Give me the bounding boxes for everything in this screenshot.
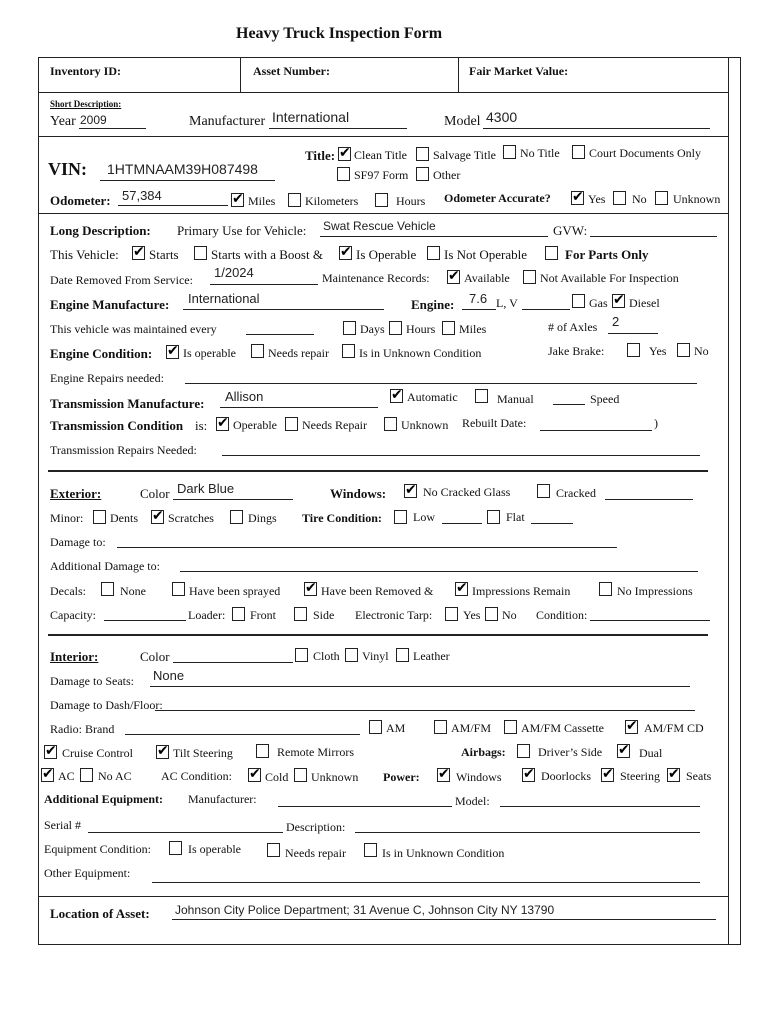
- cracked-checkbox[interactable]: [537, 484, 550, 498]
- electronic-tarp-label: Electronic Tarp:: [355, 608, 433, 622]
- exterior-color-label: Color: [140, 486, 170, 501]
- jake-brake-no-checkbox[interactable]: [677, 343, 690, 357]
- engine-unknown-checkbox[interactable]: [342, 344, 355, 358]
- equipment-needs-repair-label: Needs repair: [285, 846, 346, 860]
- transmission-unknown-label: Unknown: [401, 418, 449, 432]
- equipment-manufacturer-label: Manufacturer:: [188, 792, 257, 806]
- header-divider-2: [458, 57, 459, 92]
- equipment-description-label: Description:: [286, 820, 346, 834]
- tarp-no-label: No: [502, 608, 517, 622]
- radio-am-checkbox[interactable]: [369, 720, 382, 734]
- serial-label: Serial #: [44, 818, 81, 832]
- radio-brand-field[interactable]: [125, 734, 360, 735]
- court-documents-label: Court Documents Only: [589, 146, 701, 160]
- radio-cd-label: AM/FM CD: [644, 721, 704, 735]
- leather-label: Leather: [413, 649, 450, 663]
- asset-number-label: Asset Number:: [253, 64, 330, 78]
- location-value: Johnson City Police Department; 31 Avenue C, Johnson City NY 13790: [175, 903, 555, 917]
- jake-brake-no-label: No: [694, 344, 709, 358]
- engine-lv-label: L, V: [496, 296, 518, 310]
- equipment-condition-label: Equipment Condition:: [44, 842, 151, 856]
- radio-cassette-checkbox[interactable]: [504, 720, 517, 734]
- transmission-needs-repair-checkbox[interactable]: [285, 417, 298, 431]
- transmission-repairs-field[interactable]: [222, 455, 700, 456]
- power-windows-checkbox[interactable]: [437, 768, 450, 782]
- tarp-condition-field[interactable]: [590, 620, 710, 621]
- dings-label: Dings: [248, 511, 277, 525]
- engine-operable-checkbox[interactable]: [166, 345, 179, 359]
- tilt-steering-label: Tilt Steering: [173, 746, 233, 760]
- kilometers-label: Kilometers: [305, 194, 359, 208]
- model-label: Model: [444, 114, 481, 129]
- impressions-remain-label: Impressions Remain: [472, 584, 571, 598]
- sf97-form-label: SF97 Form: [354, 168, 409, 182]
- starts-boost-label: Starts with a Boost &: [211, 247, 323, 262]
- header-bottom: [38, 92, 728, 93]
- sf97-form-checkbox[interactable]: [337, 167, 350, 181]
- tire-low-label: Low: [413, 510, 435, 524]
- decals-label: Decals:: [50, 584, 86, 598]
- tarp-condition-label: Condition:: [536, 608, 588, 622]
- cracked-field[interactable]: [605, 499, 693, 500]
- year-field[interactable]: [79, 128, 146, 129]
- drivers-side-checkbox[interactable]: [517, 744, 530, 758]
- transmission-manufacture-field[interactable]: [220, 407, 378, 408]
- drivers-side-label: Driver’s Side: [538, 745, 603, 759]
- this-vehicle-label: This Vehicle:: [50, 247, 119, 262]
- exterior-label: Exterior:: [50, 486, 102, 501]
- no-title-checkbox[interactable]: [503, 145, 516, 159]
- damage-seats-value: None: [153, 668, 185, 683]
- transmission-manufacture-value: Allison: [225, 389, 264, 404]
- power-doorlocks-checkbox[interactable]: [522, 768, 535, 782]
- odometer-accurate-no-checkbox[interactable]: [613, 191, 626, 205]
- maint-hours-checkbox[interactable]: [389, 321, 402, 335]
- equipment-description-field[interactable]: [355, 832, 700, 833]
- days-checkbox[interactable]: [343, 321, 356, 335]
- additional-damage-field[interactable]: [180, 571, 698, 572]
- radio-brand-label: Radio: Brand: [50, 722, 115, 736]
- tarp-yes-checkbox[interactable]: [445, 607, 458, 621]
- no-impressions-checkbox[interactable]: [599, 582, 612, 596]
- power-steering-checkbox[interactable]: [601, 768, 614, 782]
- equipment-needs-repair-checkbox[interactable]: [267, 843, 280, 857]
- odometer-accurate-unknown-checkbox[interactable]: [655, 191, 668, 205]
- additional-damage-label: Additional Damage to:: [50, 559, 160, 573]
- transmission-needs-repair-label: Needs Repair: [302, 418, 367, 432]
- starts-boost-checkbox[interactable]: [194, 246, 207, 260]
- loader-front-checkbox[interactable]: [232, 607, 245, 621]
- dings-checkbox[interactable]: [230, 510, 243, 524]
- power-seats-label: Seats: [686, 769, 712, 783]
- axles-value: 2: [612, 314, 620, 329]
- manual-label: Manual: [497, 392, 534, 406]
- date-removed-value: 1/2024: [214, 265, 254, 280]
- vinyl-checkbox[interactable]: [345, 648, 358, 662]
- equipment-model-label: Model:: [455, 794, 490, 808]
- damage-to-field[interactable]: [117, 547, 617, 548]
- hours-label: Hours: [396, 194, 426, 208]
- damage-dash-field[interactable]: [155, 710, 695, 711]
- odometer-unknown-label: Unknown: [673, 192, 721, 206]
- no-cracked-glass-checkbox[interactable]: [404, 484, 417, 498]
- form-title: Heavy Truck Inspection Form: [236, 25, 443, 42]
- tarp-yes-label: Yes: [463, 608, 481, 622]
- scratches-checkbox[interactable]: [151, 510, 164, 524]
- power-steering-label: Steering: [620, 769, 660, 783]
- decals-sprayed-checkbox[interactable]: [172, 582, 185, 596]
- frame-bottom: [38, 944, 740, 945]
- tire-low-field[interactable]: [442, 523, 482, 524]
- power-label: Power:: [383, 770, 420, 784]
- no-cracked-glass-label: No Cracked Glass: [423, 485, 511, 499]
- equipment-unknown-checkbox[interactable]: [364, 843, 377, 857]
- loader-side-checkbox[interactable]: [294, 607, 307, 621]
- engine-repairs-field[interactable]: [185, 383, 697, 384]
- vin-field[interactable]: [100, 180, 275, 181]
- damage-seats-field[interactable]: [150, 686, 690, 687]
- vinyl-label: Vinyl: [362, 649, 389, 663]
- header-divider-1: [240, 57, 241, 92]
- decals-removed-label: Have been Removed &: [321, 584, 434, 598]
- maint-hours-label: Hours: [406, 322, 436, 336]
- radio-am-fm-label: AM/FM: [451, 721, 492, 735]
- automatic-label: Automatic: [407, 390, 458, 404]
- remote-mirrors-checkbox[interactable]: [256, 744, 269, 758]
- axles-label: # of Axles: [548, 320, 598, 334]
- engine-unknown-label: Is in Unknown Condition: [359, 346, 482, 360]
- manufacturer-value: International: [272, 109, 350, 125]
- maintained-every-field[interactable]: [246, 334, 314, 335]
- rebuilt-date-field[interactable]: [540, 430, 652, 431]
- odometer-accurate-yes-checkbox[interactable]: [571, 191, 584, 205]
- maintenance-not-available-checkbox[interactable]: [523, 270, 536, 284]
- decals-none-label: None: [120, 584, 146, 598]
- dents-checkbox[interactable]: [93, 510, 106, 524]
- damage-to-label: Damage to:: [50, 535, 106, 549]
- frame-right-outer: [740, 57, 741, 945]
- remote-mirrors-label: Remote Mirrors: [277, 745, 354, 759]
- kilometers-checkbox[interactable]: [288, 193, 301, 207]
- miles-checkbox[interactable]: [231, 193, 244, 207]
- frame-top: [38, 57, 740, 58]
- manual-checkbox[interactable]: [475, 389, 488, 403]
- engine-size-value: 7.6: [469, 291, 488, 306]
- engine-manufacture-field[interactable]: [183, 309, 384, 310]
- transmission-manufacture-label: Transmission Manufacture:: [50, 396, 205, 411]
- maintenance-not-available-label: Not Available For Inspection: [540, 271, 679, 285]
- scratches-label: Scratches: [168, 511, 214, 525]
- odometer-label: Odometer:: [50, 193, 111, 208]
- cracked-label: Cracked: [556, 486, 596, 500]
- exterior-color-value: Dark Blue: [177, 481, 235, 496]
- minor-label: Minor:: [50, 511, 84, 525]
- odometer-field[interactable]: [118, 205, 228, 206]
- odometer-no-label: No: [632, 192, 647, 206]
- short-description-label: Short Description:: [50, 99, 122, 109]
- other-title-checkbox[interactable]: [416, 167, 429, 181]
- ac-cold-checkbox[interactable]: [248, 768, 261, 782]
- title-label: Title:: [305, 148, 336, 163]
- tire-flat-checkbox[interactable]: [487, 510, 500, 524]
- maint-miles-label: Miles: [459, 322, 487, 336]
- not-operable-checkbox[interactable]: [427, 246, 440, 260]
- decals-sprayed-label: Have been sprayed: [189, 584, 281, 598]
- no-ac-checkbox[interactable]: [80, 768, 93, 782]
- interior-color-label: Color: [140, 649, 170, 664]
- additional-equipment-label: Additional Equipment:: [44, 792, 164, 806]
- vin-value: 1HTMNAAM39H087498: [107, 161, 258, 177]
- ac-unknown-checkbox[interactable]: [294, 768, 307, 782]
- transmission-unknown-checkbox[interactable]: [384, 417, 397, 431]
- model-field[interactable]: [483, 128, 710, 129]
- transmission-repairs-label: Transmission Repairs Needed:: [50, 443, 197, 457]
- parts-only-label: For Parts Only: [565, 247, 649, 262]
- long-description-label: Long Description:: [50, 223, 151, 238]
- ac-checkbox[interactable]: [41, 768, 54, 782]
- loader-front-label: Front: [250, 608, 277, 622]
- radio-am-label: AM: [386, 721, 406, 735]
- short-desc-bottom: [38, 136, 728, 137]
- rebuilt-close-paren: ): [654, 416, 658, 430]
- is-operable-label: Is Operable: [356, 247, 417, 262]
- equipment-operable-label: Is operable: [188, 842, 241, 856]
- decals-none-checkbox[interactable]: [101, 582, 114, 596]
- ac-unknown-label: Unknown: [311, 770, 359, 784]
- salvage-title-label: Salvage Title: [433, 148, 497, 162]
- odometer-accurate-label: Odometer Accurate?: [444, 191, 551, 205]
- date-removed-field[interactable]: [210, 284, 318, 285]
- location-label: Location of Asset:: [50, 906, 150, 921]
- gvw-field[interactable]: [590, 236, 717, 237]
- engine-label: Engine:: [411, 297, 455, 312]
- diesel-label: Diesel: [629, 296, 660, 310]
- location-field[interactable]: [172, 919, 716, 920]
- interior-label: Interior:: [50, 649, 99, 664]
- manufacturer-field[interactable]: [269, 128, 407, 129]
- engine-manufacture-label: Engine Manufacture:: [50, 297, 170, 312]
- days-label: Days: [360, 322, 385, 336]
- vin-bottom: [38, 213, 728, 214]
- other-equipment-field[interactable]: [152, 882, 700, 883]
- equipment-operable-checkbox[interactable]: [169, 841, 182, 855]
- gas-checkbox[interactable]: [572, 294, 585, 308]
- interior-color-field[interactable]: [173, 662, 293, 663]
- decals-removed-checkbox[interactable]: [304, 582, 317, 596]
- is-operable-checkbox[interactable]: [339, 246, 352, 260]
- location-top: [38, 896, 728, 897]
- date-removed-label: Date Removed From Service:: [50, 273, 193, 287]
- section-divider-2: [48, 634, 708, 636]
- transmission-operable-checkbox[interactable]: [216, 417, 229, 431]
- serial-field[interactable]: [88, 832, 283, 833]
- dual-airbag-label: Dual: [639, 746, 663, 760]
- exterior-color-field[interactable]: [173, 499, 293, 500]
- no-ac-label: No AC: [98, 769, 132, 783]
- dual-airbag-checkbox[interactable]: [617, 744, 630, 758]
- transmission-is-label: is:: [195, 418, 208, 433]
- engine-manufacture-value: International: [188, 291, 260, 306]
- loader-label: Loader:: [188, 608, 226, 622]
- odometer-value: 57,384: [122, 188, 162, 203]
- no-title-label: No Title: [520, 146, 560, 160]
- tilt-steering-checkbox[interactable]: [156, 745, 169, 759]
- tire-flat-label: Flat: [506, 510, 525, 524]
- capacity-field[interactable]: [104, 620, 186, 621]
- tire-flat-field[interactable]: [531, 523, 573, 524]
- maintenance-label: Maintenance Records:: [322, 271, 430, 285]
- no-impressions-label: No Impressions: [617, 584, 693, 598]
- maintained-every-label: This vehicle was maintained every: [50, 322, 217, 336]
- engine-needs-repair-label: Needs repair: [268, 346, 329, 360]
- gas-label: Gas: [589, 296, 608, 310]
- axles-field[interactable]: [608, 333, 658, 334]
- court-documents-checkbox[interactable]: [572, 145, 585, 159]
- miles-label: Miles: [248, 194, 276, 208]
- fair-market-value-label: Fair Market Value:: [469, 64, 569, 78]
- engine-v-field[interactable]: [522, 309, 570, 310]
- engine-size-field[interactable]: [462, 309, 496, 310]
- primary-use-label: Primary Use for Vehicle:: [177, 223, 307, 238]
- radio-am-fm-checkbox[interactable]: [434, 720, 447, 734]
- odometer-yes-label: Yes: [588, 192, 606, 206]
- hours-checkbox[interactable]: [375, 193, 388, 207]
- loader-side-label: Side: [313, 608, 335, 622]
- damage-dash-label: Damage to Dash/Floor:: [50, 698, 163, 712]
- speed-label: Speed: [590, 392, 620, 406]
- leather-checkbox[interactable]: [396, 648, 409, 662]
- clean-title-label: Clean Title: [354, 148, 408, 162]
- gvw-label: GVW:: [553, 223, 588, 238]
- equipment-unknown-label: Is in Unknown Condition: [382, 846, 505, 860]
- other-title-label: Other: [433, 168, 461, 182]
- frame-right-inner: [728, 57, 729, 945]
- damage-seats-label: Damage to Seats:: [50, 674, 134, 688]
- speed-field[interactable]: [553, 404, 585, 405]
- cloth-label: Cloth: [313, 649, 340, 663]
- clean-title-checkbox[interactable]: [338, 147, 351, 161]
- engine-operable-label: Is operable: [183, 346, 236, 360]
- primary-use-field[interactable]: [320, 236, 548, 237]
- model-value: 4300: [486, 109, 518, 125]
- airbags-label: Airbags:: [461, 745, 506, 759]
- jake-brake-label: Jake Brake:: [548, 344, 605, 358]
- engine-condition-label: Engine Condition:: [50, 346, 153, 361]
- rebuilt-date-label: Rebuilt Date:: [462, 416, 527, 430]
- tarp-no-checkbox[interactable]: [485, 607, 498, 621]
- year-label: Year: [50, 114, 76, 129]
- inventory-id-label: Inventory ID:: [50, 64, 121, 78]
- equipment-manufacturer-field[interactable]: [278, 806, 452, 807]
- maintenance-available-checkbox[interactable]: [447, 270, 460, 284]
- power-doorlocks-label: Doorlocks: [541, 769, 591, 783]
- cruise-control-label: Cruise Control: [62, 746, 133, 760]
- cloth-checkbox[interactable]: [295, 648, 308, 662]
- starts-checkbox[interactable]: [132, 246, 145, 260]
- primary-use-value: Swat Rescue Vehicle: [323, 219, 436, 233]
- engine-repairs-label: Engine Repairs needed:: [50, 371, 164, 385]
- frame-left: [38, 57, 39, 945]
- year-value: 2009: [80, 113, 107, 127]
- radio-cassette-label: AM/FM Cassette: [521, 721, 605, 735]
- windows-label: Windows:: [330, 486, 387, 501]
- dents-label: Dents: [110, 511, 138, 525]
- automatic-checkbox[interactable]: [390, 389, 403, 403]
- engine-needs-repair-checkbox[interactable]: [251, 344, 264, 358]
- vin-label: VIN:: [48, 159, 87, 179]
- transmission-condition-label: Transmission Condition: [50, 418, 184, 433]
- parts-only-checkbox[interactable]: [545, 246, 558, 260]
- equipment-model-field[interactable]: [500, 806, 700, 807]
- impressions-remain-checkbox[interactable]: [455, 582, 468, 596]
- not-operable-label: Is Not Operable: [444, 247, 528, 262]
- power-seats-checkbox[interactable]: [667, 768, 680, 782]
- ac-cold-label: Cold: [265, 770, 289, 784]
- salvage-title-checkbox[interactable]: [416, 147, 429, 161]
- capacity-label: Capacity:: [50, 608, 96, 622]
- maintenance-available-label: Available: [464, 271, 510, 285]
- starts-label: Starts: [149, 247, 179, 262]
- power-windows-label: Windows: [456, 770, 502, 784]
- section-divider-1: [48, 470, 708, 472]
- tire-low-checkbox[interactable]: [394, 510, 407, 524]
- ac-condition-label: AC Condition:: [161, 769, 233, 783]
- maint-miles-checkbox[interactable]: [442, 321, 455, 335]
- cruise-control-checkbox[interactable]: [44, 745, 57, 759]
- ac-label: AC: [58, 769, 75, 783]
- transmission-operable-label: Operable: [233, 418, 277, 432]
- diesel-checkbox[interactable]: [612, 294, 625, 308]
- jake-brake-yes-label: Yes: [649, 344, 667, 358]
- other-equipment-label: Other Equipment:: [44, 866, 131, 880]
- tire-condition-label: Tire Condition:: [302, 511, 382, 525]
- radio-cd-checkbox[interactable]: [625, 720, 638, 734]
- manufacturer-label: Manufacturer: [189, 114, 266, 129]
- jake-brake-yes-checkbox[interactable]: [627, 343, 640, 357]
